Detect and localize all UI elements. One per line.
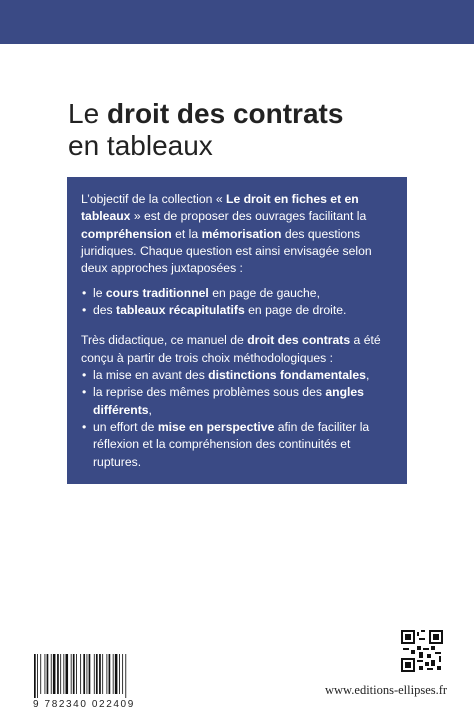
barcode-bar	[102, 654, 103, 694]
list-item	[81, 302, 393, 319]
barcode	[32, 654, 146, 698]
barcode-bar	[47, 654, 49, 694]
body-text: la mise en avant des	[93, 367, 209, 382]
barcode-bar	[83, 654, 85, 694]
emphasis-text: ENM	[98, 536, 126, 551]
method-paragraph	[81, 332, 393, 367]
list-item	[81, 367, 393, 384]
barcode-bar	[89, 654, 91, 694]
emphasis-text: mise en perspective	[157, 419, 275, 434]
emphasis-text: master de Droit	[244, 502, 334, 517]
description-box	[67, 177, 407, 551]
barcode-bar	[109, 654, 111, 694]
body-text: en page de droite.	[244, 302, 347, 317]
emphasis-text: cours traditionnel	[105, 285, 209, 300]
body-text: et de l’	[93, 519, 381, 551]
barcode-bar	[60, 654, 61, 694]
emphasis-text: droit des contrats	[247, 333, 351, 348]
body-text: aux étudiants en	[93, 502, 186, 517]
barcode-bar	[87, 654, 88, 694]
barcode-bar	[34, 654, 36, 698]
body-text: des questions juridiques. Chaque question est ainsi envisagée selon deux approches juxtaposées :	[81, 226, 372, 276]
book-title	[68, 98, 343, 162]
body-text: L’objectif de la collection «	[81, 192, 226, 206]
publisher-website: www.editions-ellipses.fr	[325, 683, 448, 697]
body-text: un effort de	[93, 419, 158, 434]
barcode-bar	[63, 654, 64, 694]
barcode-bar	[73, 654, 75, 694]
list-item	[81, 285, 393, 302]
body-text: .	[125, 536, 129, 551]
body-text: et	[227, 502, 245, 517]
barcode-bar	[115, 654, 118, 694]
emphasis-text: tableaux récapitulatifs	[116, 302, 245, 317]
emphasis-text: licence	[185, 502, 228, 517]
barcode-bar	[106, 654, 107, 694]
audience-heading: Il est destiné :	[81, 484, 157, 499]
methods-list	[81, 367, 393, 471]
body-text: Très didactique, ce manuel de	[81, 333, 248, 348]
emphasis-text: Le droit en fiches et en tableaux	[81, 192, 359, 224]
barcode-bar	[125, 654, 126, 698]
body-text: afin de faciliter la réflexion et la compréhension des continuités et ruptures.	[93, 419, 370, 469]
body-text: ,	[333, 502, 337, 517]
list-item	[81, 419, 393, 471]
barcode-bar	[71, 654, 72, 694]
barcode-bar	[66, 654, 69, 694]
audience-list	[81, 501, 393, 553]
body-text: aux candidats aux concours d’accès du	[93, 519, 310, 534]
barcode-bar	[119, 654, 120, 694]
barcode-bar	[122, 654, 123, 694]
emphasis-text: CRFPA	[309, 519, 351, 534]
emphasis-text: angles différents	[93, 385, 364, 417]
body-text: ,	[365, 367, 370, 382]
body-text: le	[93, 285, 106, 300]
barcode-bar	[53, 654, 56, 694]
barcode-bar	[57, 654, 59, 694]
barcode-bar	[76, 654, 77, 694]
title-line2: en tableaux	[68, 130, 213, 162]
isbn-number: 9 782340 022409	[33, 699, 135, 710]
intro-paragraph	[81, 191, 393, 278]
barcode-bar	[96, 654, 98, 694]
body-text: a été conçu à partir de trois choix méthodologiques :	[81, 333, 381, 365]
barcode-bar	[94, 654, 95, 694]
barcode-bar	[40, 654, 41, 694]
list-item	[81, 519, 393, 554]
barcode-bar	[80, 654, 81, 694]
body-text: » est de proposer des ouvrages facilitant la	[130, 209, 367, 224]
barcode-bar	[51, 654, 52, 694]
top-color-band	[0, 0, 474, 44]
barcode-bar	[113, 654, 114, 694]
barcode-bar	[45, 654, 46, 694]
qr-code	[401, 630, 443, 672]
title-bold: droit des contrats	[106, 98, 344, 129]
title-prefix: Le	[68, 98, 107, 129]
approaches-list	[81, 285, 393, 320]
body-text: des	[93, 302, 117, 317]
body-text: la reprise des mêmes problèmes sous des	[93, 385, 326, 400]
body-text: et la	[171, 226, 202, 241]
list-item	[81, 501, 393, 518]
body-text: en page de gauche,	[208, 285, 320, 300]
emphasis-text: distinctions fondamentales	[208, 367, 366, 382]
list-item	[81, 384, 393, 419]
barcode-bar	[37, 654, 38, 698]
barcode-bar	[99, 654, 101, 694]
emphasis-text: compréhension	[81, 226, 172, 241]
emphasis-text: mémorisation	[201, 226, 282, 241]
body-text: ,	[148, 402, 152, 417]
